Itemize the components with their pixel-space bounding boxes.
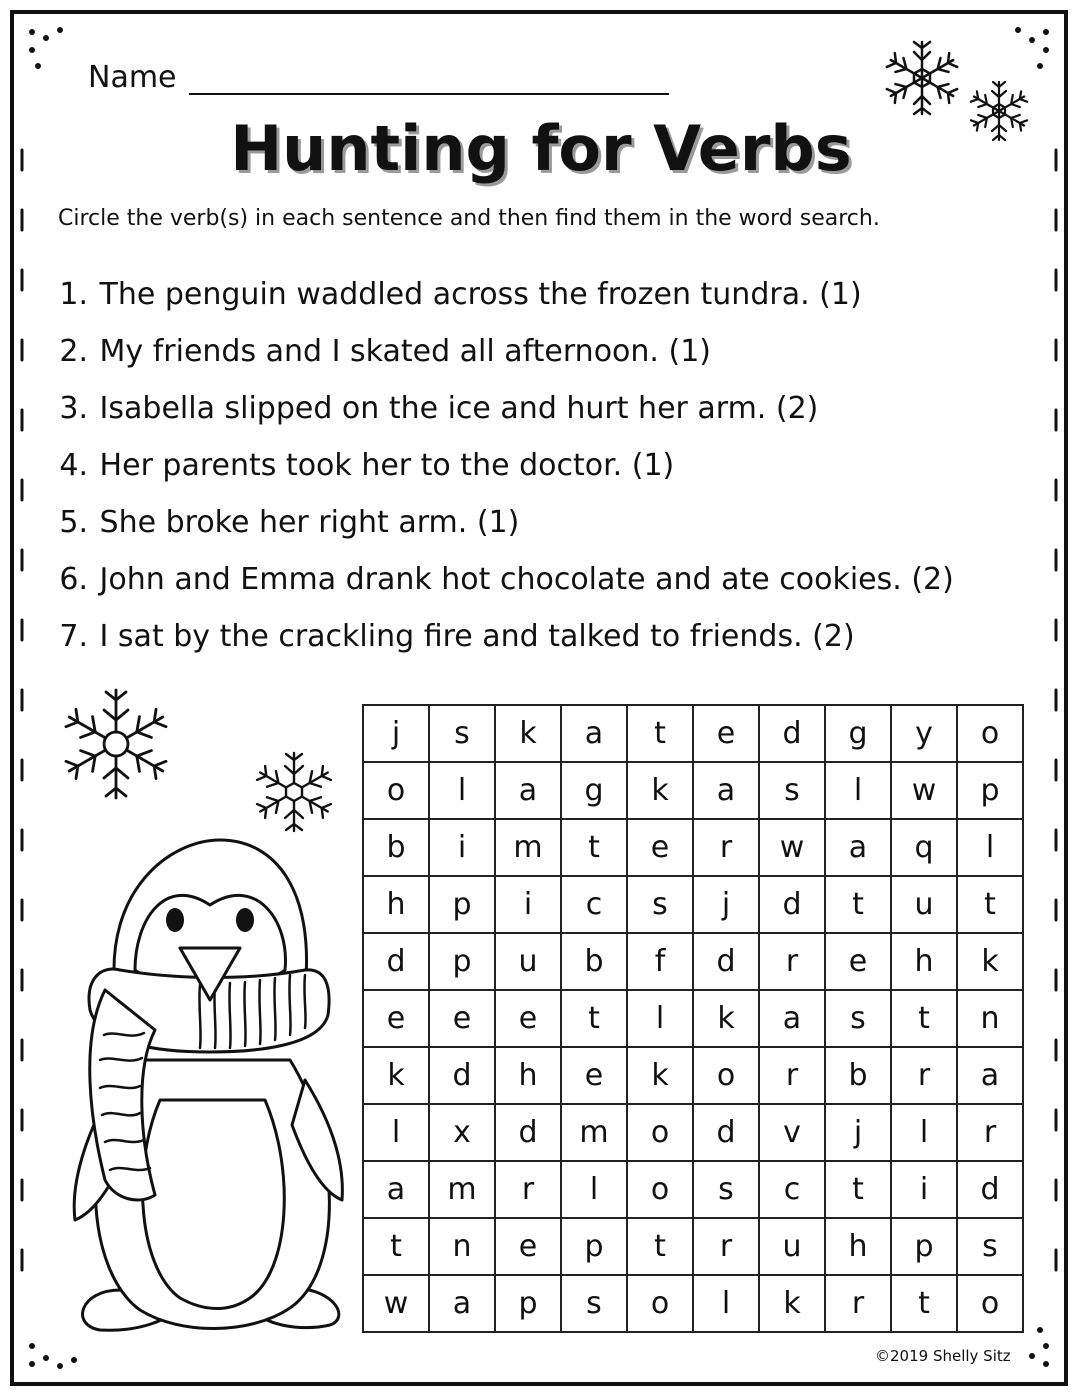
grid-row xyxy=(363,1275,1023,1332)
grid-cell[interactable]: f xyxy=(627,933,693,990)
sentence-list xyxy=(40,270,954,669)
grid-cell[interactable]: l xyxy=(693,1275,759,1332)
grid-cell[interactable]: t xyxy=(627,705,693,762)
grid-cell[interactable]: u xyxy=(759,1218,825,1275)
grid-cell[interactable]: r xyxy=(759,933,825,990)
grid-cell[interactable]: l xyxy=(561,1161,627,1218)
grid-cell[interactable]: s xyxy=(693,1161,759,1218)
grid-cell[interactable]: t xyxy=(627,1218,693,1275)
sentence-text: The penguin waddled across the frozen tundra. (1) xyxy=(99,277,862,312)
grid-cell[interactable]: t xyxy=(363,1218,429,1275)
grid-cell[interactable]: r xyxy=(693,819,759,876)
grid-cell[interactable]: t xyxy=(891,990,957,1047)
sentence-number: 7. xyxy=(59,619,88,654)
grid-cell[interactable]: d xyxy=(957,1161,1023,1218)
sentence-item xyxy=(40,441,954,498)
grid-cell[interactable]: x xyxy=(429,1104,495,1161)
grid-cell[interactable]: i xyxy=(891,1161,957,1218)
grid-cell[interactable]: u xyxy=(891,876,957,933)
grid-cell[interactable]: t xyxy=(825,876,891,933)
grid-cell[interactable]: h xyxy=(891,933,957,990)
sentence-text: She broke her right arm. (1) xyxy=(99,505,520,540)
grid-cell[interactable]: n xyxy=(957,990,1023,1047)
grid-cell[interactable]: h xyxy=(825,1218,891,1275)
grid-cell[interactable]: m xyxy=(561,1104,627,1161)
grid-cell[interactable]: o xyxy=(693,1047,759,1104)
grid-cell[interactable]: a xyxy=(429,1275,495,1332)
grid-cell[interactable]: s xyxy=(759,762,825,819)
sentence-text: Her parents took her to the doctor. (1) xyxy=(99,448,675,483)
grid-cell[interactable]: j xyxy=(825,1104,891,1161)
word-search-body xyxy=(363,705,1023,1332)
sentence-number: 5. xyxy=(59,505,88,540)
grid-row xyxy=(363,1218,1023,1275)
grid-cell[interactable]: i xyxy=(495,876,561,933)
sentence-number: 2. xyxy=(59,334,88,369)
grid-cell[interactable]: g xyxy=(825,705,891,762)
grid-cell[interactable]: r xyxy=(759,1047,825,1104)
grid-cell[interactable]: e xyxy=(429,990,495,1047)
grid-row xyxy=(363,1161,1023,1218)
word-search-grid xyxy=(362,704,1024,1333)
grid-cell[interactable]: k xyxy=(957,933,1023,990)
grid-cell[interactable]: d xyxy=(429,1047,495,1104)
grid-cell[interactable]: i xyxy=(429,819,495,876)
name-label: Name xyxy=(88,60,177,95)
grid-cell[interactable]: k xyxy=(363,1047,429,1104)
grid-cell[interactable]: k xyxy=(627,1047,693,1104)
sentence-text: I sat by the crackling fire and talked to friends. (2) xyxy=(99,619,855,654)
grid-cell[interactable]: w xyxy=(891,762,957,819)
grid-cell[interactable]: s xyxy=(561,1275,627,1332)
sentence-number: 4. xyxy=(59,448,88,483)
grid-cell[interactable]: p xyxy=(561,1218,627,1275)
grid-cell[interactable]: l xyxy=(627,990,693,1047)
grid-cell[interactable]: p xyxy=(495,1275,561,1332)
grid-cell[interactable]: j xyxy=(363,705,429,762)
grid-row xyxy=(363,1047,1023,1104)
grid-cell[interactable]: p xyxy=(957,762,1023,819)
grid-cell[interactable]: a xyxy=(957,1047,1023,1104)
grid-cell[interactable]: o xyxy=(627,1104,693,1161)
grid-cell[interactable]: d xyxy=(693,933,759,990)
sentence-text: Isabella slipped on the ice and hurt her arm. (2) xyxy=(99,391,819,426)
grid-row xyxy=(363,876,1023,933)
instructions-text: Circle the verb(s) in each sentence and then find them in the word search. xyxy=(58,206,880,231)
sentence-number: 6. xyxy=(59,562,88,597)
grid-cell[interactable]: h xyxy=(495,1047,561,1104)
grid-cell[interactable]: c xyxy=(759,1161,825,1218)
grid-cell[interactable]: k xyxy=(693,990,759,1047)
sentence-item xyxy=(40,612,954,669)
grid-cell[interactable]: r xyxy=(825,1275,891,1332)
grid-cell[interactable]: s xyxy=(627,876,693,933)
grid-row xyxy=(363,1104,1023,1161)
sentence-text: My friends and I skated all afternoon. (1) xyxy=(99,334,711,369)
grid-cell[interactable]: p xyxy=(429,876,495,933)
grid-row xyxy=(363,705,1023,762)
grid-cell[interactable]: d xyxy=(759,876,825,933)
grid-cell[interactable]: r xyxy=(693,1218,759,1275)
grid-cell[interactable]: e xyxy=(627,819,693,876)
grid-cell[interactable]: b xyxy=(561,933,627,990)
penguin-illustration xyxy=(60,820,360,1360)
grid-cell[interactable]: t xyxy=(825,1161,891,1218)
grid-cell[interactable]: e xyxy=(363,990,429,1047)
grid-cell[interactable]: d xyxy=(759,705,825,762)
grid-cell[interactable]: s xyxy=(429,705,495,762)
grid-cell[interactable]: d xyxy=(363,933,429,990)
grid-cell[interactable]: l xyxy=(363,1104,429,1161)
snowflake-icon xyxy=(56,684,176,804)
sentence-item xyxy=(40,498,954,555)
grid-cell[interactable]: r xyxy=(495,1161,561,1218)
snowflake-icon xyxy=(966,78,1032,144)
grid-cell[interactable]: e xyxy=(825,933,891,990)
grid-cell[interactable]: e xyxy=(495,990,561,1047)
grid-cell[interactable]: m xyxy=(495,819,561,876)
grid-cell[interactable]: m xyxy=(429,1161,495,1218)
grid-cell[interactable]: w xyxy=(759,819,825,876)
sentence-item xyxy=(40,270,954,327)
grid-cell[interactable]: q xyxy=(891,819,957,876)
copyright-text: ©2019 Shelly Sitz xyxy=(875,1347,1011,1365)
grid-cell[interactable]: t xyxy=(891,1275,957,1332)
sentence-number: 3. xyxy=(59,391,88,426)
grid-cell[interactable]: h xyxy=(363,876,429,933)
grid-cell[interactable]: k xyxy=(495,705,561,762)
grid-cell[interactable]: r xyxy=(891,1047,957,1104)
grid-cell[interactable]: j xyxy=(693,876,759,933)
name-field-line[interactable] xyxy=(189,65,669,95)
grid-cell[interactable]: t xyxy=(561,990,627,1047)
grid-cell[interactable]: a xyxy=(759,990,825,1047)
grid-cell[interactable]: p xyxy=(891,1218,957,1275)
grid-cell[interactable]: l xyxy=(957,819,1023,876)
name-row xyxy=(88,60,669,95)
grid-cell[interactable]: a xyxy=(693,762,759,819)
sentence-item xyxy=(40,327,954,384)
snowflake-icon xyxy=(880,36,964,120)
grid-cell[interactable]: u xyxy=(495,933,561,990)
sentence-item xyxy=(40,555,954,612)
grid-cell[interactable]: e xyxy=(561,1047,627,1104)
grid-cell[interactable]: o xyxy=(627,1275,693,1332)
grid-cell[interactable]: e xyxy=(693,705,759,762)
grid-cell[interactable]: o xyxy=(957,1275,1023,1332)
grid-row xyxy=(363,933,1023,990)
sentence-text: John and Emma drank hot chocolate and ate cookies. (2) xyxy=(99,562,954,597)
grid-cell[interactable]: l xyxy=(429,762,495,819)
grid-cell[interactable]: l xyxy=(891,1104,957,1161)
grid-cell[interactable]: t xyxy=(957,876,1023,933)
sentence-item xyxy=(40,384,954,441)
grid-cell[interactable]: a xyxy=(363,1161,429,1218)
grid-cell[interactable]: b xyxy=(363,819,429,876)
grid-cell[interactable]: a xyxy=(495,762,561,819)
grid-cell[interactable]: g xyxy=(561,762,627,819)
grid-cell[interactable]: y xyxy=(891,705,957,762)
grid-cell[interactable]: o xyxy=(363,762,429,819)
grid-cell[interactable]: a xyxy=(561,705,627,762)
page-title: Hunting for Verbs xyxy=(230,112,852,185)
grid-cell[interactable]: a xyxy=(825,819,891,876)
grid-cell[interactable]: l xyxy=(825,762,891,819)
grid-cell[interactable]: k xyxy=(759,1275,825,1332)
grid-cell[interactable]: e xyxy=(495,1218,561,1275)
grid-cell[interactable]: o xyxy=(957,705,1023,762)
grid-cell[interactable]: s xyxy=(825,990,891,1047)
grid-cell[interactable]: p xyxy=(429,933,495,990)
grid-row xyxy=(363,990,1023,1047)
grid-row xyxy=(363,762,1023,819)
grid-cell[interactable]: t xyxy=(561,819,627,876)
grid-cell[interactable]: r xyxy=(957,1104,1023,1161)
grid-cell[interactable]: d xyxy=(495,1104,561,1161)
grid-cell[interactable]: s xyxy=(957,1218,1023,1275)
grid-cell[interactable]: c xyxy=(561,876,627,933)
grid-cell[interactable]: k xyxy=(627,762,693,819)
grid-cell[interactable]: o xyxy=(627,1161,693,1218)
grid-row xyxy=(363,819,1023,876)
grid-cell[interactable]: d xyxy=(693,1104,759,1161)
grid-cell[interactable]: v xyxy=(759,1104,825,1161)
sentence-number: 1. xyxy=(59,277,88,312)
grid-cell[interactable]: b xyxy=(825,1047,891,1104)
grid-cell[interactable]: w xyxy=(363,1275,429,1332)
grid-cell[interactable]: n xyxy=(429,1218,495,1275)
